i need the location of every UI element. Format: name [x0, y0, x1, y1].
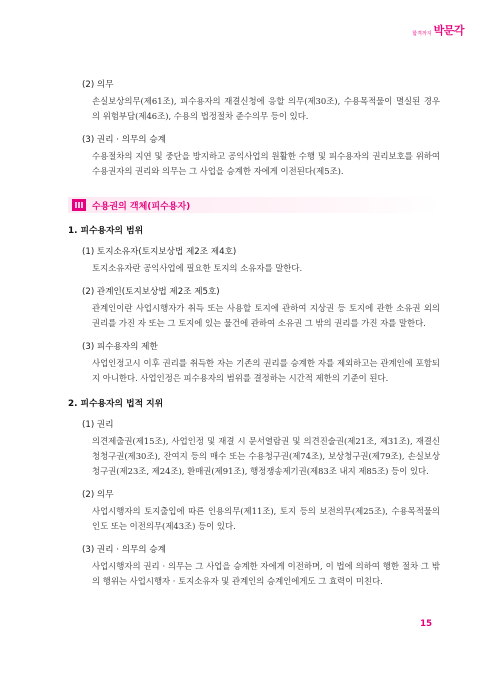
subheading-limitation: (3) 피수용자의 제한	[82, 342, 158, 352]
paragraph-limitation: 사업인정고시 이후 권리를 취득한 자는 기존의 권리를 승계한 자를 제외하고는 관계인에 포함되지 아니한다. 사업인정은 피수용자의 범위를 결정하는 시간적 제한의 기준이 된다.	[92, 358, 440, 383]
paragraph-succession: 수용절차의 지연 및 중단을 방지하고 공익사업의 원활한 수행 및 피수용자의 권리보호를 위하여 수용권자의 권리와 의무는 그 사업을 승계한 자에게 이전된다(제5조).	[92, 151, 440, 176]
paragraph-landowner: 토지소유자란 공익사업에 필요한 토지의 소유자를 말한다.	[92, 263, 303, 273]
paragraph-rights: 의견제출권(제15조), 사업인정 및 재결 시 문서열람권 및 의견진술권(제21조, 제31조), 재결신청청구권(제30조), 잔여지 등의 매수 또는 수용청구권(제74조), 보상청구권(제79조), 손실보상청구권(제23조, 제24조), 환매권(제91조), 행정쟁송제기권(제83조 내지 제85조) 등이 있다.	[92, 436, 440, 476]
page-content	[68, 78, 440, 589]
section-number: III	[72, 199, 86, 211]
paragraph-obligations: 사업시행자의 토지출입에 따른 인용의무(제11조), 토지 등의 보전의무(제25조), 수용목적물의 인도 또는 이전의무(제43조) 등이 있다.	[92, 506, 440, 531]
heading-legal-status: 2. 피수용자의 법적 지위	[68, 399, 164, 409]
paragraph-related-person: 관계인이란 사업시행자가 취득 또는 사용할 토지에 관하여 지상권 등 토지에 관한 소유권 외의 권리를 가진 자 또는 그 토지에 있는 물건에 관하여 소유권 그 밖의 권리를 가진 자를 말한다.	[92, 303, 440, 328]
subheading-rights: (1) 권리	[82, 420, 114, 430]
logo-name: 박문각	[433, 24, 464, 37]
subheading-obligations: (2) 의무	[82, 490, 114, 500]
page-number: 15	[420, 619, 432, 629]
paragraph-rights-succession: 사업시행자의 권리 · 의무는 그 사업을 승계한 자에게 이전하며, 이 법에 의하여 행한 절차 그 밖의 행위는 사업시행자 · 토지소유자 및 관계인의 승계인에게도 그 효력이 미친다.	[92, 561, 440, 586]
publisher-logo	[412, 22, 464, 38]
logo-tagline: 합격까지	[412, 31, 432, 37]
section-title: 수용권의 객체(피수용자)	[92, 201, 191, 212]
subheading-landowner: (1) 토지소유자(토지보상법 제2조 제4호)	[82, 247, 237, 257]
subheading-related-person: (2) 관계인(토지보상법 제2조 제5호)	[82, 287, 220, 297]
section-header	[68, 197, 440, 213]
subheading-duty: (2) 의무	[82, 80, 114, 90]
heading-scope: 1. 피수용자의 범위	[68, 226, 144, 236]
paragraph-duty: 손실보상의무(제61조), 피수용자의 재결신청에 응할 의무(제30조), 수용목적물이 멸실된 경우의 위험부담(제46조), 수용의 법정절차 준수의무 등이 있다.	[92, 96, 440, 121]
subheading-rights-succession: (3) 권리 · 의무의 승계	[82, 545, 166, 555]
subheading-succession: (3) 권리 · 의무의 승계	[82, 135, 166, 145]
